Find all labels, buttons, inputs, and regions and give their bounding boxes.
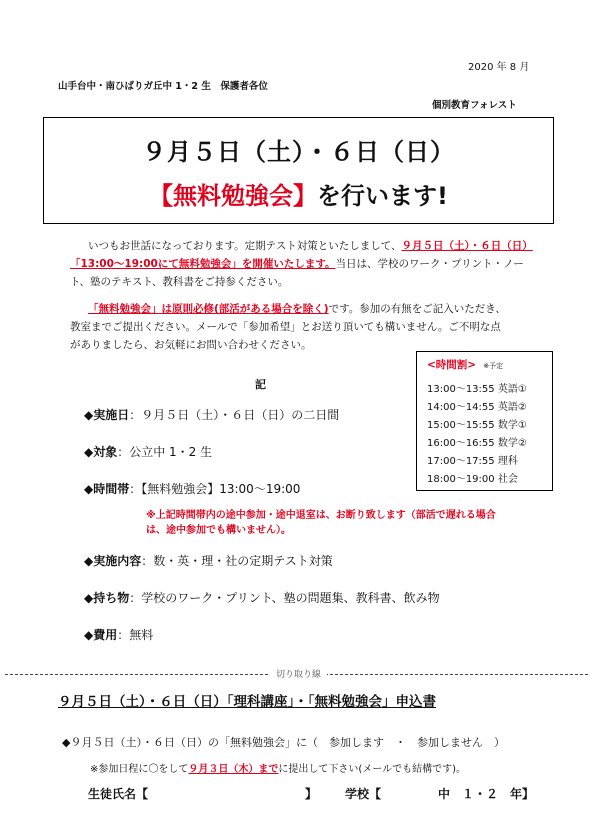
- detail-content: ◆実施内容：数・英・理・社の定期テスト対策: [84, 554, 333, 568]
- form-note: ※参加日程に〇をして９月３日（木）までに提出して下さい(メールでも結構です)。: [90, 764, 466, 775]
- grade-field[interactable]: 中 １・２ 年】: [438, 787, 535, 801]
- intro-paragraph-2: 「無料勉強会」は原則必修(部活がある場合を除く)です。参加の有無をご記入いただき、 教室までご提出ください。メールで「参加希望」とお送り頂いても構いません。ご不明な点 がありましたら、お気軽にお問い合わせください。: [70, 303, 506, 351]
- schedule-note: ※予定: [483, 362, 504, 370]
- form-deadline: ９月３日（木）まで: [188, 764, 279, 775]
- intro-paragraph-1: いつもお世話になっております。定期テスト対策といたしまして、９月５日（土）・６日（日） 「13:00～19:00にて無料勉強会」を開催いたします。当日は、学校のワーク・プリント・ノー ト、塾のテキスト、教科書をご持参ください。: [70, 240, 533, 288]
- form-title: ９月５日（土）・６日（日）「理科講座」・「無料勉強会」申込書: [58, 694, 436, 710]
- title-box: [43, 117, 554, 224]
- recipient-line: 山手台中・南ひばりガ丘中 1・2 生 保護者各位: [58, 81, 268, 92]
- detail-time: ◆時間帯：【無料勉強会】13:00～19:00: [84, 482, 301, 496]
- title-dates: ９月５日（土）・６日（日）: [142, 138, 455, 166]
- schedule-row: 16:00～16:55 数学②: [427, 438, 527, 449]
- schedule-row: 15:00～15:55 数学①: [427, 420, 527, 431]
- intro-event-highlight: 「13:00～19:00にて無料勉強会」を開催いたします。: [70, 258, 336, 270]
- intro-dates-highlight: ９月５日（土）・６日（日）: [401, 240, 533, 252]
- schedule-row: 14:00～14:55 英語②: [427, 402, 527, 413]
- detail-target: ◆対象：公立中 1・2 生: [84, 445, 213, 459]
- schedule-title-row: [427, 357, 503, 372]
- detail-cost: ◆費用：無料: [84, 628, 154, 642]
- form-question: ◆９月５日（土）・６日（日）の「無料勉強会」に（ 参加します ・ 参加しません ）: [62, 736, 505, 749]
- student-name-field[interactable]: 生徒氏名【: [88, 787, 149, 801]
- cut-line-label: 切り取り線: [270, 667, 327, 680]
- mandatory-highlight: 「無料勉強会」は原則必修(部活がある場合を除く): [88, 303, 329, 315]
- detail-date: ◆実施日：９月５日（土）・６日（日）の二日間: [84, 408, 340, 422]
- ki-heading: 記: [255, 378, 266, 391]
- schedule-row: 18:00～19:00 社会: [427, 474, 518, 485]
- document-date: 2020 年 8 月: [468, 62, 530, 73]
- title-event-name: 【無料勉強会】: [149, 182, 318, 210]
- student-name-field-close: 】: [305, 787, 318, 801]
- title-event-rest: を行います!: [317, 182, 448, 210]
- title-event: [44, 176, 553, 211]
- schedule-row: 17:00～17:55 理科: [427, 456, 518, 467]
- schedule-title: <時間割>: [427, 359, 477, 371]
- schedule-box: [416, 351, 553, 491]
- detail-time-note: ※上記時間帯内の途中参加・途中退室は、お断り致します（部活で遅れる場合 は、途中参加でも構いません）。: [146, 510, 496, 536]
- schedule-row: 13:00～13:55 英語①: [427, 384, 527, 395]
- detail-items: ◆持ち物：学校のワーク・プリント、塾の問題集、教科書、飲み物: [84, 591, 440, 605]
- sender-name: 個別教育フォレスト: [432, 100, 517, 111]
- school-field[interactable]: 学校【: [345, 787, 382, 801]
